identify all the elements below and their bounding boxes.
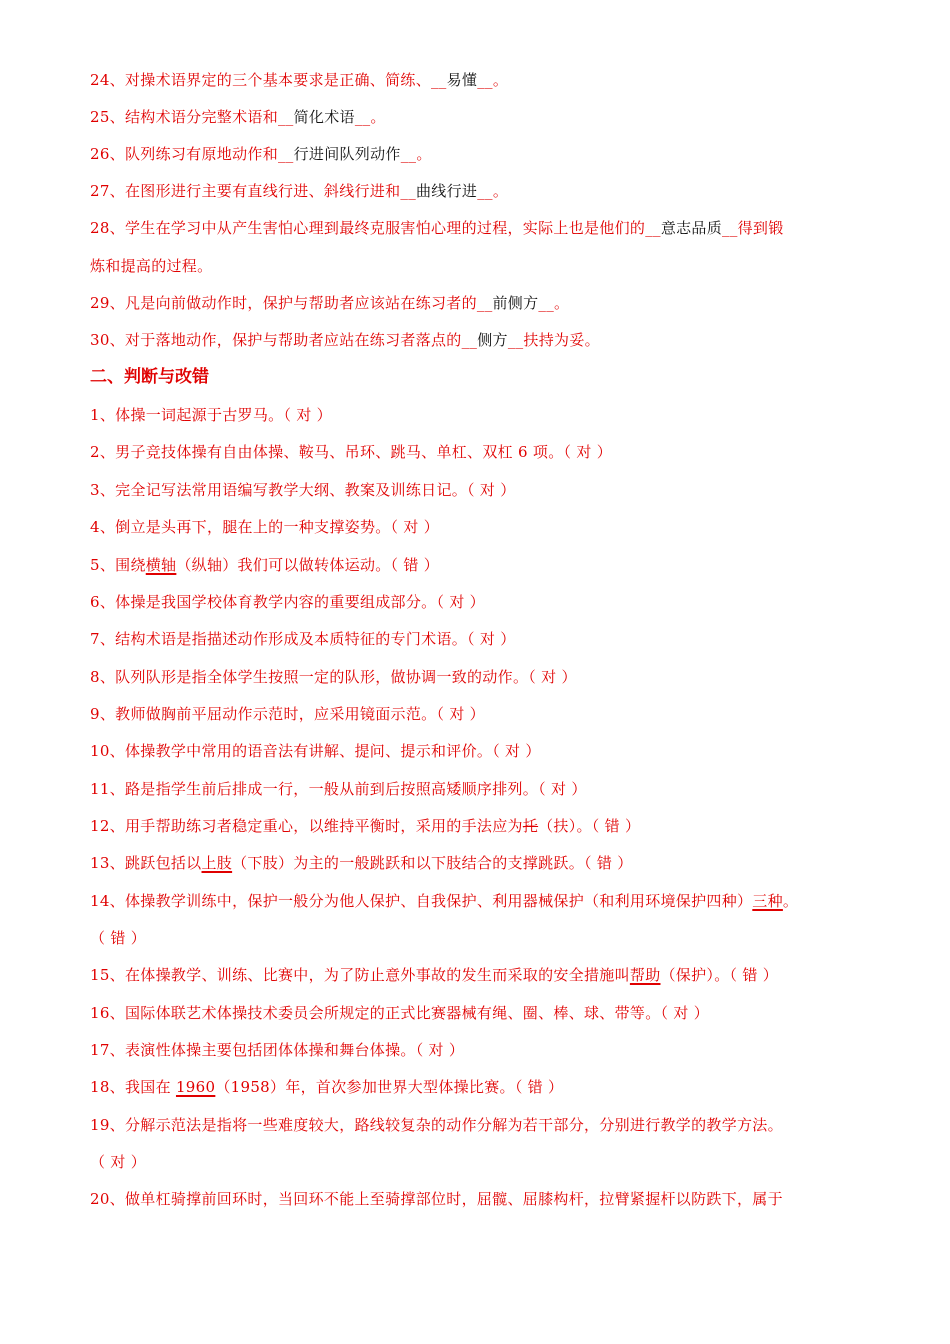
underlined-error-word: 1960 [175,1078,216,1096]
judge-item [90,891,798,911]
blank-mark: __ [722,219,738,237]
item-text-end: （下肢）为主的一般跳跃和以下肢结合的支撑跳跃。（ 错 ） [232,854,633,872]
blank-mark: __ [278,108,294,126]
item-text-end: （纵轴）我们可以做转体运动。（ 错 ） [176,556,440,574]
item-text-end: （1958）年，首次参加世界大型体操比赛。（ 错 ） [215,1078,564,1096]
judge-item [90,517,439,537]
item-text-end: 。 [416,145,432,163]
section-title: 二、判断与改错 [90,367,209,387]
item-text: （ 对 ） [90,1153,147,1171]
judge-item [90,1077,563,1097]
item-text: 8、队列队形是指全体学生按照一定的队形，做协调一致的动作。（ 对 ） [90,668,577,686]
answer-text: 易懂 [446,71,478,89]
item-text-end: 。 [492,182,509,200]
judge-item [90,629,516,649]
judge-item [90,592,485,612]
blank-mark: __ [278,145,294,163]
blank-mark: __ [400,182,416,200]
item-text-end: 扶持为妥。 [523,331,600,349]
judge-item [90,1189,783,1209]
item-text: 14、体操教学训练中，保护一般分为他人保护、自我保护、利用器械保护（和利用环境保护四种） [90,892,753,910]
fill-in-item [90,107,386,127]
item-text: 11、路是指学生前后排成一行，一般从前到后按照高矮顺序排列。（ 对 ） [90,780,587,798]
item-text: 25、结构术语分完整术语和 [90,108,278,126]
judge-item [90,480,516,500]
item-text: 3、完全记写法常用语编写教学大纲、教案及训练日记。（ 对 ） [90,481,516,499]
blank-mark: __ [538,294,555,312]
judge-item [90,667,577,687]
fill-in-item [90,330,600,350]
judge-item [90,555,439,575]
fill-in-item [90,218,784,238]
item-text: 27、在图形进行主要有直线行进、斜线行进和 [90,182,401,200]
item-text-end: 得到锻 [737,219,784,237]
item-text: 1、体操一词起源于古罗马。（ 对 ） [90,406,332,424]
item-text: 30、对于落地动作，保护与帮助者应站在练习者落点的 [90,331,462,349]
item-text: 9、教师做胸前平屈动作示范时，应采用镜面示范。（ 对 ） [90,705,485,723]
item-text: 18、我国在 [90,1078,176,1096]
item-text-end: 。 [782,892,799,910]
item-text: 10、体操教学中常用的语音法有讲解、提问、提示和评价。（ 对 ） [90,742,541,760]
underlined-error-word: 三种 [752,892,783,910]
underlined-error-word: 上肢 [201,854,233,872]
item-text-end: 。 [370,108,386,126]
item-text: 13、跳跃包括以 [90,854,202,872]
fill-in-item-continued [90,256,212,276]
answer-text: 意志品质 [660,219,723,237]
judge-item [90,405,332,425]
fill-in-item [90,181,508,201]
fill-in-item [90,144,432,164]
answer-text: 曲线行进 [416,182,478,200]
blank-mark: __ [645,219,661,237]
item-text-end: （保护）。（ 错 ） [660,966,779,984]
judge-item [90,741,541,761]
judge-item [90,442,612,462]
blank-mark: __ [507,331,524,349]
item-text: 7、结构术语是指描述动作形成及本质特征的专门术语。（ 对 ） [90,630,516,648]
blank-mark: __ [461,331,478,349]
item-text: （ 错 ） [90,929,147,947]
item-text-end: （扶）。（ 错 ） [538,817,641,835]
item-text: 19、分解示范法是指将一些难度较大，路线较复杂的动作分解为若干部分，分别进行教学的教学方法。 [90,1116,783,1134]
blank-mark: __ [431,71,447,89]
underlined-error-word: 横轴 [145,556,177,574]
answer-text: 简化术语 [293,108,355,126]
struck-error-word: 托 [522,817,539,835]
item-text: 29、凡是向前做动作时，保护与帮助者应该站在练习者的 [90,294,477,312]
item-text: 15、在体操教学、训练、比赛中，为了防止意外事故的发生而采取的安全措施叫 [90,966,630,984]
judge-item [90,965,778,985]
judge-item [90,704,485,724]
judge-item [90,779,587,799]
answer-text: 前侧方 [492,294,539,312]
item-text: 24、对操术语界定的三个基本要求是正确、简练、 [90,71,431,89]
item-text: 4、倒立是头再下，腿在上的一种支撑姿势。（ 对 ） [90,518,440,536]
blank-mark: __ [354,108,371,126]
answer-text: 行进间队列动作 [293,145,401,163]
fill-in-item [90,293,569,313]
item-text: 12、用手帮助练习者稳定重心，以维持平衡时，采用的手法应为 [90,817,523,835]
item-text: 17、表演性体操主要包括团体体操和舞台体操。（ 对 ） [90,1041,465,1059]
answer-text: 侧方 [477,331,508,349]
judge-item-continued [90,928,146,948]
blank-mark: __ [477,71,493,89]
item-text: 20、做单杠骑撑前回环时，当回环不能上至骑撑部位时，屈髋、屈膝构杆，拉臂紧握杆以防跌下，属于 [90,1190,783,1208]
judge-item-continued [90,1152,146,1172]
item-text: 2、男子竞技体操有自由体操、鞍马、吊环、跳马、单杠、双杠 6 项。（ 对 ） [90,443,613,461]
item-text: 26、队列练习有原地动作和 [90,145,278,163]
judge-item [90,1040,464,1060]
judge-item [90,816,640,836]
blank-mark: __ [477,182,493,200]
judge-item [90,1003,709,1023]
blank-mark: __ [400,145,417,163]
item-text-end: 。 [554,294,570,312]
blank-mark: __ [476,294,493,312]
item-text-end: 。 [492,71,509,89]
underlined-error-word: 帮助 [629,966,661,984]
item-text: 5、围绕 [90,556,146,574]
item-text: 28、学生在学习中从产生害怕心理到最终克服害怕心理的过程，实际上也是他们的 [90,219,646,237]
item-text: 炼和提高的过程。 [90,257,213,275]
judge-item [90,1115,783,1135]
item-text: 16、国际体联艺术体操技术委员会所规定的正式比赛器械有绳、圈、棒、球、带等。（ 对 ） [90,1004,710,1022]
judge-item [90,853,633,873]
fill-in-item [90,70,508,90]
item-text: 6、体操是我国学校体育教学内容的重要组成部分。（ 对 ） [90,593,485,611]
